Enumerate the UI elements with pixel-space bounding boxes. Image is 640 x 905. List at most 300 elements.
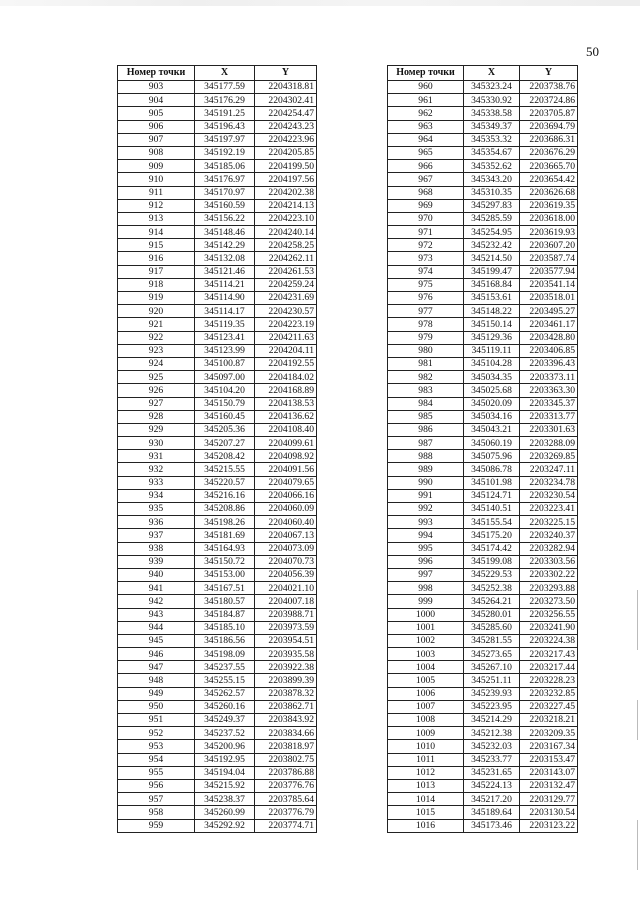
cell-x: 345216.16 — [195, 489, 255, 502]
cell-x: 345181.69 — [195, 529, 255, 542]
cell-x: 345100.87 — [195, 357, 255, 370]
cell-y: 2204202.38 — [255, 186, 317, 199]
cell-y: 2204073.09 — [255, 542, 317, 555]
cell-y: 2203587.74 — [520, 252, 578, 265]
cell-x: 345025.68 — [464, 384, 520, 397]
cell-x: 345124.71 — [464, 489, 520, 502]
cell-y: 2203654.42 — [520, 173, 578, 186]
table-row — [118, 727, 317, 740]
cell-y: 2203899.39 — [255, 674, 317, 687]
cell-y: 2203241.90 — [520, 621, 578, 634]
table-row — [388, 81, 578, 94]
cell-point-number: 960 — [388, 81, 464, 94]
table-row — [388, 318, 578, 331]
cell-point-number: 942 — [118, 595, 195, 608]
cell-y: 2204204.11 — [255, 344, 317, 357]
cell-y: 2203256.55 — [520, 608, 578, 621]
table-row — [118, 634, 317, 647]
table-row — [118, 582, 317, 595]
table-row — [118, 107, 317, 120]
cell-x: 345330.92 — [464, 94, 520, 107]
cell-point-number: 963 — [388, 120, 464, 133]
cell-x: 345352.62 — [464, 160, 520, 173]
cell-point-number: 906 — [118, 120, 195, 133]
cell-y: 2203293.88 — [520, 582, 578, 595]
table-row — [388, 120, 578, 133]
cell-y: 2203694.79 — [520, 120, 578, 133]
cell-y: 2203240.37 — [520, 529, 578, 542]
cell-x: 345148.46 — [195, 226, 255, 239]
cell-point-number: 958 — [118, 806, 195, 819]
table-row — [388, 687, 578, 700]
cell-point-number: 967 — [388, 173, 464, 186]
cell-point-number: 968 — [388, 186, 464, 199]
cell-point-number: 972 — [388, 239, 464, 252]
cell-x: 345310.35 — [464, 186, 520, 199]
cell-y: 2204302.41 — [255, 94, 317, 107]
cell-x: 345212.38 — [464, 727, 520, 740]
cell-point-number: 936 — [118, 516, 195, 529]
cell-x: 345205.36 — [195, 423, 255, 436]
cell-y: 2204060.09 — [255, 503, 317, 516]
cell-x: 345176.29 — [195, 94, 255, 107]
table-row — [118, 450, 317, 463]
table-row — [118, 779, 317, 792]
cell-y: 2203123.22 — [520, 819, 578, 832]
cell-x: 345148.22 — [464, 305, 520, 318]
cell-x: 345251.11 — [464, 674, 520, 687]
cell-y: 2204168.89 — [255, 384, 317, 397]
cell-y: 2203130.54 — [520, 806, 578, 819]
cell-y: 2203129.77 — [520, 793, 578, 806]
cell-point-number: 976 — [388, 292, 464, 305]
table-row — [388, 331, 578, 344]
cell-y: 2203954.51 — [255, 634, 317, 647]
table-row — [118, 489, 317, 502]
cell-point-number: 915 — [118, 239, 195, 252]
table-row — [118, 357, 317, 370]
cell-y: 2203302.22 — [520, 568, 578, 581]
table-row — [388, 344, 578, 357]
cell-x: 345273.65 — [464, 648, 520, 661]
cell-x: 345223.95 — [464, 700, 520, 713]
table-row — [388, 437, 578, 450]
cell-x: 345292.92 — [195, 819, 255, 832]
cell-point-number: 944 — [118, 621, 195, 634]
table-row — [388, 529, 578, 542]
cell-x: 345232.03 — [464, 740, 520, 753]
cell-y: 2203273.50 — [520, 595, 578, 608]
cell-x: 345220.57 — [195, 476, 255, 489]
cell-y: 2204099.61 — [255, 437, 317, 450]
cell-point-number: 930 — [118, 437, 195, 450]
cell-y: 2203217.43 — [520, 648, 578, 661]
cell-point-number: 1000 — [388, 608, 464, 621]
cell-point-number: 933 — [118, 476, 195, 489]
cell-y: 2203167.34 — [520, 740, 578, 753]
cell-x: 345237.52 — [195, 727, 255, 740]
cell-y: 2204223.10 — [255, 212, 317, 225]
table-row — [118, 687, 317, 700]
cell-y: 2203843.92 — [255, 714, 317, 727]
cell-point-number: 978 — [388, 318, 464, 331]
cell-x: 345184.87 — [195, 608, 255, 621]
cell-x: 345353.32 — [464, 133, 520, 146]
table-row — [388, 450, 578, 463]
table-row — [118, 410, 317, 423]
cell-y: 2204223.96 — [255, 133, 317, 146]
cell-point-number: 974 — [388, 265, 464, 278]
cell-x: 345167.51 — [195, 582, 255, 595]
cell-x: 345194.04 — [195, 766, 255, 779]
cell-y: 2203619.35 — [520, 199, 578, 212]
table-row — [118, 700, 317, 713]
table-row — [118, 199, 317, 212]
cell-point-number: 999 — [388, 595, 464, 608]
cell-y: 2203230.54 — [520, 489, 578, 502]
cell-y: 2203878.32 — [255, 687, 317, 700]
cell-y: 2203373.11 — [520, 371, 578, 384]
cell-point-number: 918 — [118, 278, 195, 291]
cell-y: 2203607.20 — [520, 239, 578, 252]
cell-x: 345231.65 — [464, 766, 520, 779]
cell-point-number: 924 — [118, 357, 195, 370]
cell-point-number: 990 — [388, 476, 464, 489]
cell-point-number: 977 — [388, 305, 464, 318]
cell-y: 2204262.11 — [255, 252, 317, 265]
cell-x: 345229.53 — [464, 568, 520, 581]
cell-y: 2203518.01 — [520, 292, 578, 305]
cell-x: 345160.59 — [195, 199, 255, 212]
table-row — [118, 516, 317, 529]
cell-point-number: 1014 — [388, 793, 464, 806]
table-row — [118, 648, 317, 661]
cell-y: 2203834.66 — [255, 727, 317, 740]
cell-point-number: 996 — [388, 555, 464, 568]
scan-edge-mark — [637, 700, 638, 740]
table-row — [118, 305, 317, 318]
cell-y: 2204258.25 — [255, 239, 317, 252]
cell-point-number: 1007 — [388, 700, 464, 713]
cell-y: 2204136.62 — [255, 410, 317, 423]
table-row — [118, 212, 317, 225]
cell-x: 345192.95 — [195, 753, 255, 766]
cell-x: 345232.42 — [464, 239, 520, 252]
cell-y: 2203676.29 — [520, 146, 578, 159]
cell-y: 2203224.38 — [520, 634, 578, 647]
cell-x: 345239.93 — [464, 687, 520, 700]
table-row — [118, 371, 317, 384]
cell-point-number: 913 — [118, 212, 195, 225]
table-row — [118, 318, 317, 331]
cell-x: 345264.21 — [464, 595, 520, 608]
cell-y: 2203406.85 — [520, 344, 578, 357]
table-row — [118, 186, 317, 199]
cell-x: 345189.64 — [464, 806, 520, 819]
cell-x: 345197.97 — [195, 133, 255, 146]
table-row — [118, 542, 317, 555]
cell-point-number: 939 — [118, 555, 195, 568]
cell-x: 345185.10 — [195, 621, 255, 634]
header-y: Y — [255, 66, 317, 81]
cell-point-number: 910 — [118, 173, 195, 186]
cell-point-number: 1010 — [388, 740, 464, 753]
table-row — [388, 173, 578, 186]
table-row — [388, 397, 578, 410]
cell-point-number: 991 — [388, 489, 464, 502]
cell-point-number: 953 — [118, 740, 195, 753]
table-row — [388, 568, 578, 581]
cell-x: 345175.20 — [464, 529, 520, 542]
scan-edge-mark — [637, 820, 638, 870]
cell-point-number: 1016 — [388, 819, 464, 832]
table-row — [388, 292, 578, 305]
cell-point-number: 983 — [388, 384, 464, 397]
table-row — [388, 700, 578, 713]
table-row — [388, 648, 578, 661]
table-row — [118, 753, 317, 766]
cell-point-number: 962 — [388, 107, 464, 120]
cell-x: 345354.67 — [464, 146, 520, 159]
cell-y: 2204261.53 — [255, 265, 317, 278]
cell-y: 2204243.23 — [255, 120, 317, 133]
cell-y: 2203541.14 — [520, 278, 578, 291]
cell-y: 2203218.21 — [520, 714, 578, 727]
cell-point-number: 949 — [118, 687, 195, 700]
table-row — [388, 476, 578, 489]
cell-x: 345196.43 — [195, 120, 255, 133]
cell-point-number: 957 — [118, 793, 195, 806]
cell-point-number: 965 — [388, 146, 464, 159]
cell-x: 345043.21 — [464, 423, 520, 436]
cell-y: 2203862.71 — [255, 700, 317, 713]
cell-y: 2203282.94 — [520, 542, 578, 555]
cell-point-number: 907 — [118, 133, 195, 146]
table-row — [388, 806, 578, 819]
cell-point-number: 935 — [118, 503, 195, 516]
cell-point-number: 1003 — [388, 648, 464, 661]
cell-x: 345104.28 — [464, 357, 520, 370]
cell-point-number: 916 — [118, 252, 195, 265]
cell-point-number: 1012 — [388, 766, 464, 779]
cell-x: 345260.99 — [195, 806, 255, 819]
table-row — [388, 186, 578, 199]
cell-y: 2204079.65 — [255, 476, 317, 489]
cell-y: 2203303.56 — [520, 555, 578, 568]
table-row — [388, 634, 578, 647]
cell-point-number: 980 — [388, 344, 464, 357]
table-row — [118, 793, 317, 806]
table-row — [118, 819, 317, 832]
cell-x: 345224.13 — [464, 779, 520, 792]
cell-x: 345060.19 — [464, 437, 520, 450]
cell-y: 2204138.53 — [255, 397, 317, 410]
cell-point-number: 955 — [118, 766, 195, 779]
cell-point-number: 914 — [118, 226, 195, 239]
cell-x: 345215.55 — [195, 463, 255, 476]
cell-y: 2204199.50 — [255, 160, 317, 173]
cell-point-number: 952 — [118, 727, 195, 740]
cell-point-number: 903 — [118, 81, 195, 94]
table-row — [388, 793, 578, 806]
cell-x: 345119.35 — [195, 318, 255, 331]
cell-x: 345262.57 — [195, 687, 255, 700]
cell-x: 345114.21 — [195, 278, 255, 291]
cell-point-number: 959 — [118, 819, 195, 832]
cell-point-number: 975 — [388, 278, 464, 291]
table-row — [388, 265, 578, 278]
cell-point-number: 932 — [118, 463, 195, 476]
cell-point-number: 979 — [388, 331, 464, 344]
cell-x: 345281.55 — [464, 634, 520, 647]
cell-y: 2203724.86 — [520, 94, 578, 107]
table-row — [388, 516, 578, 529]
table-row — [118, 344, 317, 357]
cell-y: 2204230.57 — [255, 305, 317, 318]
table-row — [118, 503, 317, 516]
cell-y: 2203227.45 — [520, 700, 578, 713]
cell-point-number: 961 — [388, 94, 464, 107]
cell-x: 345199.08 — [464, 555, 520, 568]
cell-point-number: 929 — [118, 423, 195, 436]
cell-point-number: 994 — [388, 529, 464, 542]
table-row — [388, 239, 578, 252]
cell-point-number: 1006 — [388, 687, 464, 700]
cell-point-number: 947 — [118, 661, 195, 674]
cell-x: 345198.09 — [195, 648, 255, 661]
cell-y: 2203313.77 — [520, 410, 578, 423]
cell-y: 2203785.64 — [255, 793, 317, 806]
cell-y: 2204066.16 — [255, 489, 317, 502]
cell-point-number: 1001 — [388, 621, 464, 634]
table-row — [388, 621, 578, 634]
cell-y: 2204021.10 — [255, 582, 317, 595]
table-row — [388, 107, 578, 120]
cell-x: 345198.26 — [195, 516, 255, 529]
cell-y: 2203774.71 — [255, 819, 317, 832]
cell-point-number: 964 — [388, 133, 464, 146]
cell-point-number: 919 — [118, 292, 195, 305]
cell-x: 345097.00 — [195, 371, 255, 384]
table-row — [118, 94, 317, 107]
cell-x: 345132.08 — [195, 252, 255, 265]
cell-y: 2204098.92 — [255, 450, 317, 463]
table-row — [118, 476, 317, 489]
cell-y: 2203345.37 — [520, 397, 578, 410]
cell-x: 345155.54 — [464, 516, 520, 529]
cell-x: 345140.51 — [464, 503, 520, 516]
table-header-row — [388, 66, 578, 81]
cell-x: 345192.19 — [195, 146, 255, 159]
cell-x: 345119.11 — [464, 344, 520, 357]
cell-point-number: 993 — [388, 516, 464, 529]
cell-x: 345123.99 — [195, 344, 255, 357]
table-row — [388, 133, 578, 146]
cell-point-number: 989 — [388, 463, 464, 476]
table-row — [388, 503, 578, 516]
cell-y: 2203269.85 — [520, 450, 578, 463]
cell-x: 345260.16 — [195, 700, 255, 713]
cell-x: 345199.47 — [464, 265, 520, 278]
table-row — [118, 661, 317, 674]
cell-x: 345214.29 — [464, 714, 520, 727]
cell-point-number: 1009 — [388, 727, 464, 740]
cell-y: 2203217.44 — [520, 661, 578, 674]
cell-y: 2204231.69 — [255, 292, 317, 305]
cell-y: 2203786.88 — [255, 766, 317, 779]
cell-point-number: 911 — [118, 186, 195, 199]
cell-point-number: 922 — [118, 331, 195, 344]
cell-point-number: 954 — [118, 753, 195, 766]
table-row — [118, 384, 317, 397]
cell-point-number: 931 — [118, 450, 195, 463]
cell-x: 345267.10 — [464, 661, 520, 674]
cell-x: 345285.60 — [464, 621, 520, 634]
cell-point-number: 987 — [388, 437, 464, 450]
table-row — [388, 674, 578, 687]
cell-x: 345153.00 — [195, 568, 255, 581]
cell-point-number: 981 — [388, 357, 464, 370]
cell-y: 2203988.71 — [255, 608, 317, 621]
table-row — [388, 661, 578, 674]
table-row — [118, 81, 317, 94]
cell-y: 2203738.76 — [520, 81, 578, 94]
cell-x: 345034.35 — [464, 371, 520, 384]
table-row — [388, 753, 578, 766]
table-row — [118, 252, 317, 265]
table-row — [118, 278, 317, 291]
table-row — [118, 265, 317, 278]
cell-y: 2204259.24 — [255, 278, 317, 291]
table-row — [388, 463, 578, 476]
cell-x: 345252.38 — [464, 582, 520, 595]
cell-x: 345186.56 — [195, 634, 255, 647]
cell-y: 2204240.14 — [255, 226, 317, 239]
cell-point-number: 1002 — [388, 634, 464, 647]
cell-y: 2203818.97 — [255, 740, 317, 753]
cell-x: 345185.06 — [195, 160, 255, 173]
cell-x: 345150.14 — [464, 318, 520, 331]
cell-x: 345285.59 — [464, 212, 520, 225]
cell-point-number: 925 — [118, 371, 195, 384]
cell-y: 2204007.18 — [255, 595, 317, 608]
cell-x: 345343.20 — [464, 173, 520, 186]
cell-y: 2204211.63 — [255, 331, 317, 344]
scan-edge-artifact — [0, 0, 640, 6]
table-row — [388, 779, 578, 792]
cell-point-number: 905 — [118, 107, 195, 120]
cell-point-number: 904 — [118, 94, 195, 107]
cell-x: 345323.24 — [464, 81, 520, 94]
cell-point-number: 926 — [118, 384, 195, 397]
table-row — [388, 146, 578, 159]
table-row — [118, 146, 317, 159]
cell-x: 345217.20 — [464, 793, 520, 806]
cell-x: 345114.90 — [195, 292, 255, 305]
cell-x: 345207.27 — [195, 437, 255, 450]
cell-point-number: 1004 — [388, 661, 464, 674]
cell-point-number: 1005 — [388, 674, 464, 687]
cell-x: 345020.09 — [464, 397, 520, 410]
table-header-row — [118, 66, 317, 81]
table-row — [388, 278, 578, 291]
table-row — [388, 212, 578, 225]
cell-point-number: 971 — [388, 226, 464, 239]
cell-y: 2204091.56 — [255, 463, 317, 476]
cell-y: 2203234.78 — [520, 476, 578, 489]
cell-x: 345104.20 — [195, 384, 255, 397]
cell-y: 2203301.63 — [520, 423, 578, 436]
